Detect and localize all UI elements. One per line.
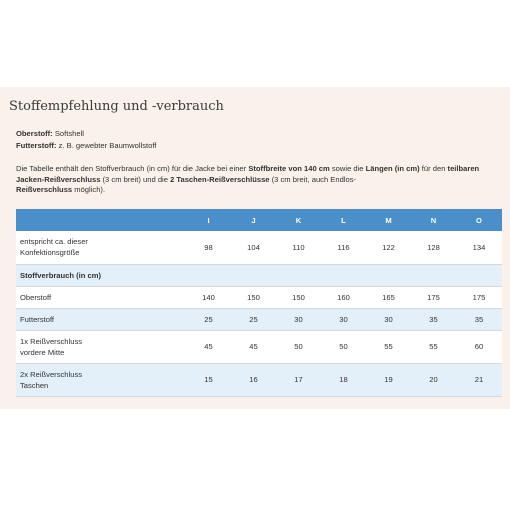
page-title: Stoffempfehlung und -verbrauch — [9, 99, 224, 114]
row-label-line: 2x Reißverschluss — [20, 369, 83, 379]
table-cell: 15 — [186, 363, 231, 396]
table-row — [16, 308, 502, 330]
futterstoff-label: Futterstoff: — [16, 141, 57, 150]
table-cell: 98 — [186, 231, 231, 264]
row-label-line: Taschen — [20, 380, 49, 390]
table-section-row — [16, 264, 502, 286]
oberstoff-line — [16, 129, 84, 138]
table-cell: 165 — [366, 286, 411, 308]
table-cell: 35 — [456, 308, 502, 330]
table-cell: 116 — [321, 231, 366, 264]
description-text: (3 cm breit, auch Endlos- — [269, 174, 357, 184]
column-header-k: K — [276, 209, 321, 231]
futterstoff-line — [16, 141, 156, 150]
table-row-size — [16, 231, 502, 264]
table-cell: 16 — [231, 363, 276, 396]
table-cell: 175 — [411, 286, 456, 308]
column-header-i: I — [186, 209, 231, 231]
column-header-o: O — [456, 209, 502, 231]
oberstoff-value: Softshell — [54, 129, 84, 138]
table-cell: 50 — [276, 330, 321, 363]
column-header — [16, 209, 186, 231]
description-bold: Längen (in cm) — [365, 164, 420, 173]
table-cell: 18 — [321, 363, 366, 396]
table-cell: 17 — [276, 363, 321, 396]
table-cell: 160 — [321, 286, 366, 308]
column-header-m: M — [366, 209, 411, 231]
table-cell: 25 — [186, 308, 231, 330]
row-label-line: vordere Mitte — [20, 347, 65, 357]
section-label: Stoffverbrauch (in cm) — [16, 264, 502, 286]
description-text: möglich). — [72, 185, 106, 194]
description-bold: Stoffbreite von 140 cm — [248, 164, 330, 173]
table-row — [16, 286, 502, 308]
description-bold: 2 Taschen-Reißverschlüsse — [170, 174, 270, 184]
table-cell: 19 — [366, 363, 411, 396]
futterstoff-value: z. B. gewebter Baumwollstoff — [58, 141, 157, 150]
table-cell: 45 — [186, 330, 231, 363]
row-label-line: entspricht ca. dieser — [20, 237, 88, 247]
description-bold: Reißverschluss — [16, 185, 73, 194]
table-cell: 50 — [321, 330, 366, 363]
table-header-row — [16, 209, 502, 231]
description-text: sowie die — [329, 164, 366, 173]
row-label: Futterstoff — [16, 308, 186, 330]
description-text: (3 cm breit) und die — [100, 174, 171, 184]
table-cell: 140 — [186, 286, 231, 308]
table-cell: 122 — [366, 231, 411, 264]
row-label — [16, 330, 186, 363]
description-text: Die Tabelle enthält den Stoffverbrauch (in cm) für die Jacke bei einer — [16, 164, 249, 173]
table-cell: 25 — [231, 308, 276, 330]
column-header-n: N — [411, 209, 456, 231]
row-label — [16, 363, 186, 396]
row-label — [16, 231, 186, 264]
table-row — [16, 330, 502, 363]
table-cell: 20 — [411, 363, 456, 396]
table-cell: 104 — [231, 231, 276, 264]
table-cell: 21 — [456, 363, 502, 396]
table-cell: 150 — [231, 286, 276, 308]
oberstoff-label: Oberstoff: — [16, 129, 53, 138]
column-header-l: L — [321, 209, 366, 231]
table-row — [16, 363, 502, 396]
table-cell: 55 — [411, 330, 456, 363]
table-cell: 175 — [456, 286, 502, 308]
table-cell: 134 — [456, 231, 502, 264]
table-cell: 45 — [231, 330, 276, 363]
description-bold: teilbaren Jacken-Reißverschluss — [16, 164, 480, 184]
table-cell: 55 — [366, 330, 411, 363]
table-cell: 30 — [276, 308, 321, 330]
row-label: Oberstoff — [16, 286, 186, 308]
table-cell: 128 — [411, 231, 456, 264]
row-label-line: 1x Reißverschluss — [20, 336, 83, 346]
row-label-line: Konfektionsgröße — [20, 248, 80, 258]
table-cell: 35 — [411, 308, 456, 330]
table-cell: 110 — [276, 231, 321, 264]
table-cell: 30 — [321, 308, 366, 330]
table-cell: 150 — [276, 286, 321, 308]
description-paragraph — [16, 164, 502, 196]
fabric-consumption-table — [16, 209, 502, 397]
column-header-j: J — [231, 209, 276, 231]
table-cell: 30 — [366, 308, 411, 330]
table-cell: 60 — [456, 330, 502, 363]
description-text: für den — [419, 164, 448, 173]
